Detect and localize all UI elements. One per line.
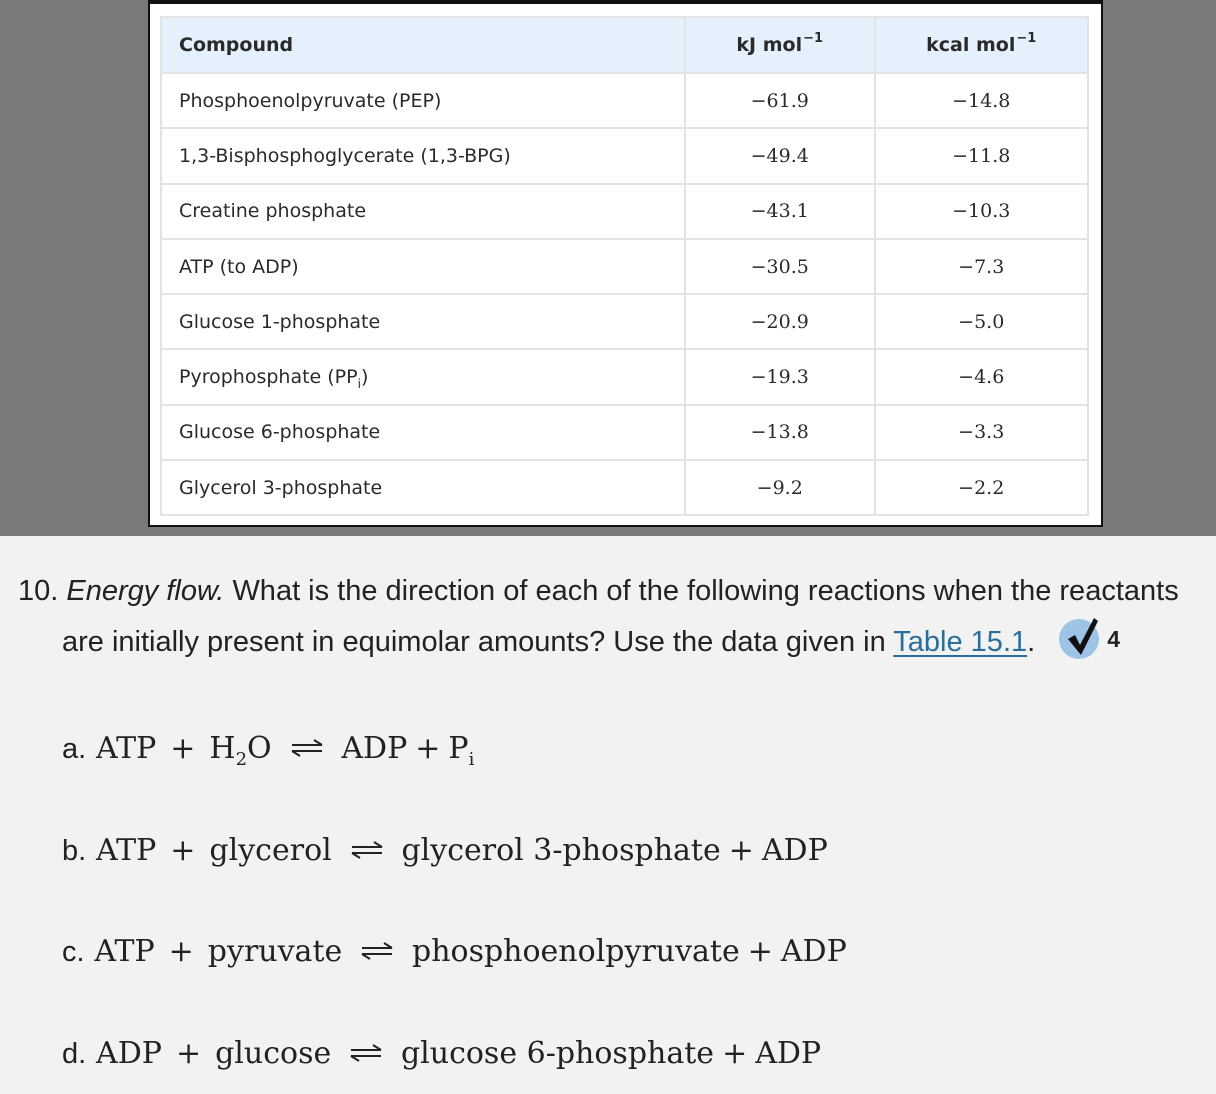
table-row — [161, 73, 1088, 128]
reaction-d: d. ADP + glucose glucose 6-phosphate + ADP — [62, 1035, 821, 1073]
kcal-value: −3.3 — [875, 405, 1089, 460]
table-link[interactable]: Table 15.1 — [893, 626, 1028, 658]
compound-name: Creatine phosphate — [161, 184, 685, 239]
table-row — [161, 128, 1088, 183]
kcal-value: −4.6 — [875, 349, 1089, 404]
table-row — [161, 294, 1088, 349]
kcal-value: −10.3 — [875, 184, 1089, 239]
kj-value: −49.4 — [685, 128, 875, 183]
kj-value: −43.1 — [685, 184, 875, 239]
kj-value: −9.2 — [685, 460, 875, 515]
table-row — [161, 184, 1088, 239]
kcal-value: −2.2 — [875, 460, 1089, 515]
compound-name: Glucose 6-phosphate — [161, 405, 685, 460]
compound-name: Pyrophosphate $(PP_i)$ — [161, 349, 685, 404]
reaction-a: a. ATP + $H_2O$ ADP + $P_i$ — [62, 730, 474, 768]
table-header-row — [161, 17, 1088, 73]
table-row — [161, 349, 1088, 404]
reaction-c: c. ATP + pyruvate phosphoenolpyruvate + ADP — [62, 933, 847, 971]
table-row — [161, 239, 1088, 294]
equilibrium-arrow-icon — [290, 729, 324, 765]
header-kj: kJ mol$^{-1}$ — [685, 17, 875, 73]
check-count: 4 — [1107, 625, 1121, 652]
screenshot-background — [0, 0, 1216, 536]
compound-name: Phosphoenolpyruvate (PEP) — [161, 73, 685, 128]
kj-value: −20.9 — [685, 294, 875, 349]
question-line-2: are initially present in equimolar amounts? Use the data given in — [62, 626, 886, 658]
reaction-b: b. ATP + glycerol glycerol 3-phosphate + ADP — [62, 832, 828, 870]
kcal-value: −5.0 — [875, 294, 1089, 349]
equilibrium-arrow-icon — [360, 932, 394, 968]
kj-value: −61.9 — [685, 73, 875, 128]
equilibrium-arrow-icon — [350, 831, 384, 867]
question-text: 10. Energy flow. What is the direction of each of the following reactions when the reactants are initially present in equimolar amounts? Use the data given in Table 15.1. 4 — [18, 566, 1208, 669]
kcal-value: −11.8 — [875, 128, 1089, 183]
equilibrium-arrow-icon — [349, 1034, 383, 1070]
kj-value: −19.3 — [685, 349, 875, 404]
kj-value: −13.8 — [685, 405, 875, 460]
compound-name: Glucose 1-phosphate — [161, 294, 685, 349]
question-topic: Energy flow. — [66, 575, 225, 607]
kcal-value: −14.8 — [875, 73, 1089, 128]
compound-name: 1,3-Bisphosphoglycerate (1,3-BPG) — [161, 128, 685, 183]
table-row — [161, 405, 1088, 460]
header-kcal: kcal mol$^{-1}$ — [875, 17, 1089, 73]
compound-name: Glycerol 3-phosphate — [161, 460, 685, 515]
energy-table — [160, 16, 1089, 516]
header-compound: Compound — [161, 17, 685, 73]
kj-value: −30.5 — [685, 239, 875, 294]
table-row — [161, 460, 1088, 515]
checkmark-icon[interactable] — [1059, 619, 1099, 659]
compound-name: ATP (to ADP) — [161, 239, 685, 294]
question-line-1: What is the direction of each of the following reactions when the reactants — [232, 575, 1179, 607]
question-number: 10. — [18, 575, 59, 607]
kcal-value: −7.3 — [875, 239, 1089, 294]
table-image — [148, 0, 1103, 527]
